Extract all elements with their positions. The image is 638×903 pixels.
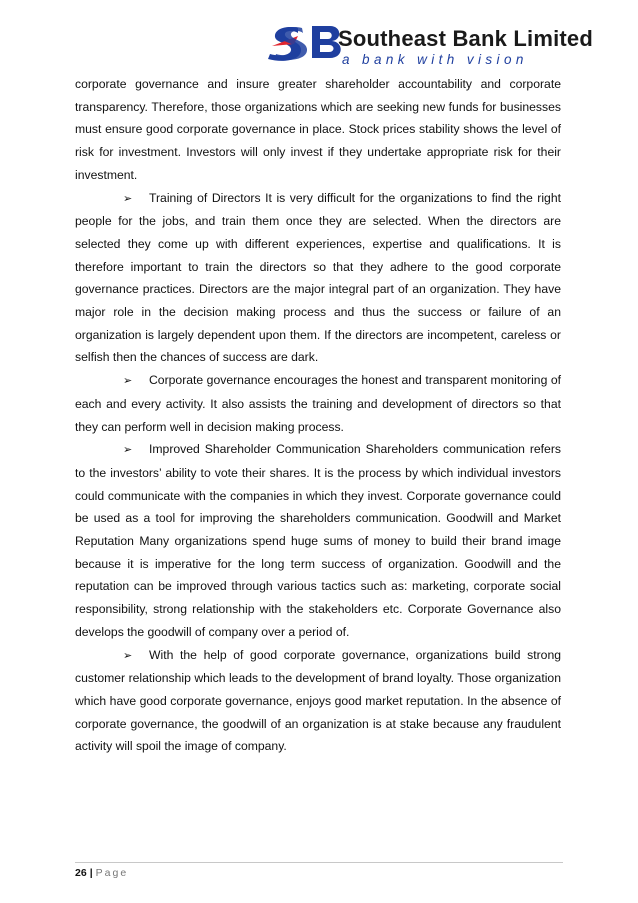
bullet-paragraph-shareholder-communication [75, 438, 561, 643]
bullet-paragraph-monitoring [75, 369, 561, 438]
arrow-bullet-icon: ➢ [123, 649, 133, 662]
paragraph-text: Improved Shareholder Communication Shareholders communication refers to the investors’ ability to vote their shares. It is the process by which individual investors could communicate with the companies in which they invest. Corporate governance could be used as a tool for improving the shareholders communication. Goodwill and Market Reputation Many organizations spend huge sums of money to build their brand image because it is imperative for the long term success of organization. Goodwill and the reputation can be improved through various tactics such as: marketing, corporate social responsibility, strong relationship with the stakeholders etc. Corporate Governance also develops the goodwill of company over a period of. [75, 442, 561, 639]
page-footer [75, 867, 128, 879]
footer-separator: | [89, 867, 93, 879]
paragraph-intro: corporate governance and insure greater shareholder accountability and corporate transparency. Therefore, those organizations which are seeking new funds for businesses must ensure good corporate governance in place. Stock prices stability shows the level of risk for investment. Investors will only invest if they undertake appropriate risk for their investment. [75, 77, 561, 182]
brand-tagline: a bank with vision [342, 52, 528, 67]
paragraph-text: Corporate governance encourages the honest and transparent monitoring of each and every activity. It also assists the training and development of directors so that they can perform well in decision making process. [75, 373, 561, 434]
footer-divider [75, 862, 563, 863]
document-body [75, 73, 561, 758]
brand-name: Southeast Bank Limited [338, 26, 593, 51]
paragraph-text: With the help of good corporate governance, organizations build strong customer relationship which leads to the development of brand loyalty. Those organization which have good corporate governance, enjoys good market reputation. In the absence of corporate governance, the goodwill of an organization is at stake because any fraudulent activity will spoil the image of company. [75, 647, 561, 754]
bullet-paragraph-customer-relationship [75, 644, 561, 759]
page-header [268, 10, 628, 74]
paragraph-text: Training of Directors It is very difficult for the organizations to find the right people for the jobs, and train them once they are selected. When the directors are selected they come up with different experiences, expertise and qualifications. It is therefore important to train the directors so that they adhere to the good corporate governance practices. Directors are the major integral part of an organization. They have major role in the decision making process and thus the success or failure of an organization is largely dependent upon them. If the directors are incompetent, careless or selfish then the chances of success are dark. [75, 190, 561, 365]
page-label: Page [95, 867, 129, 879]
arrow-bullet-icon: ➢ [123, 444, 133, 457]
arrow-bullet-icon: ➢ [123, 192, 133, 205]
page-number: 26 [75, 867, 87, 879]
arrow-bullet-icon: ➢ [123, 375, 133, 388]
bullet-paragraph-training-of-directors [75, 187, 561, 370]
